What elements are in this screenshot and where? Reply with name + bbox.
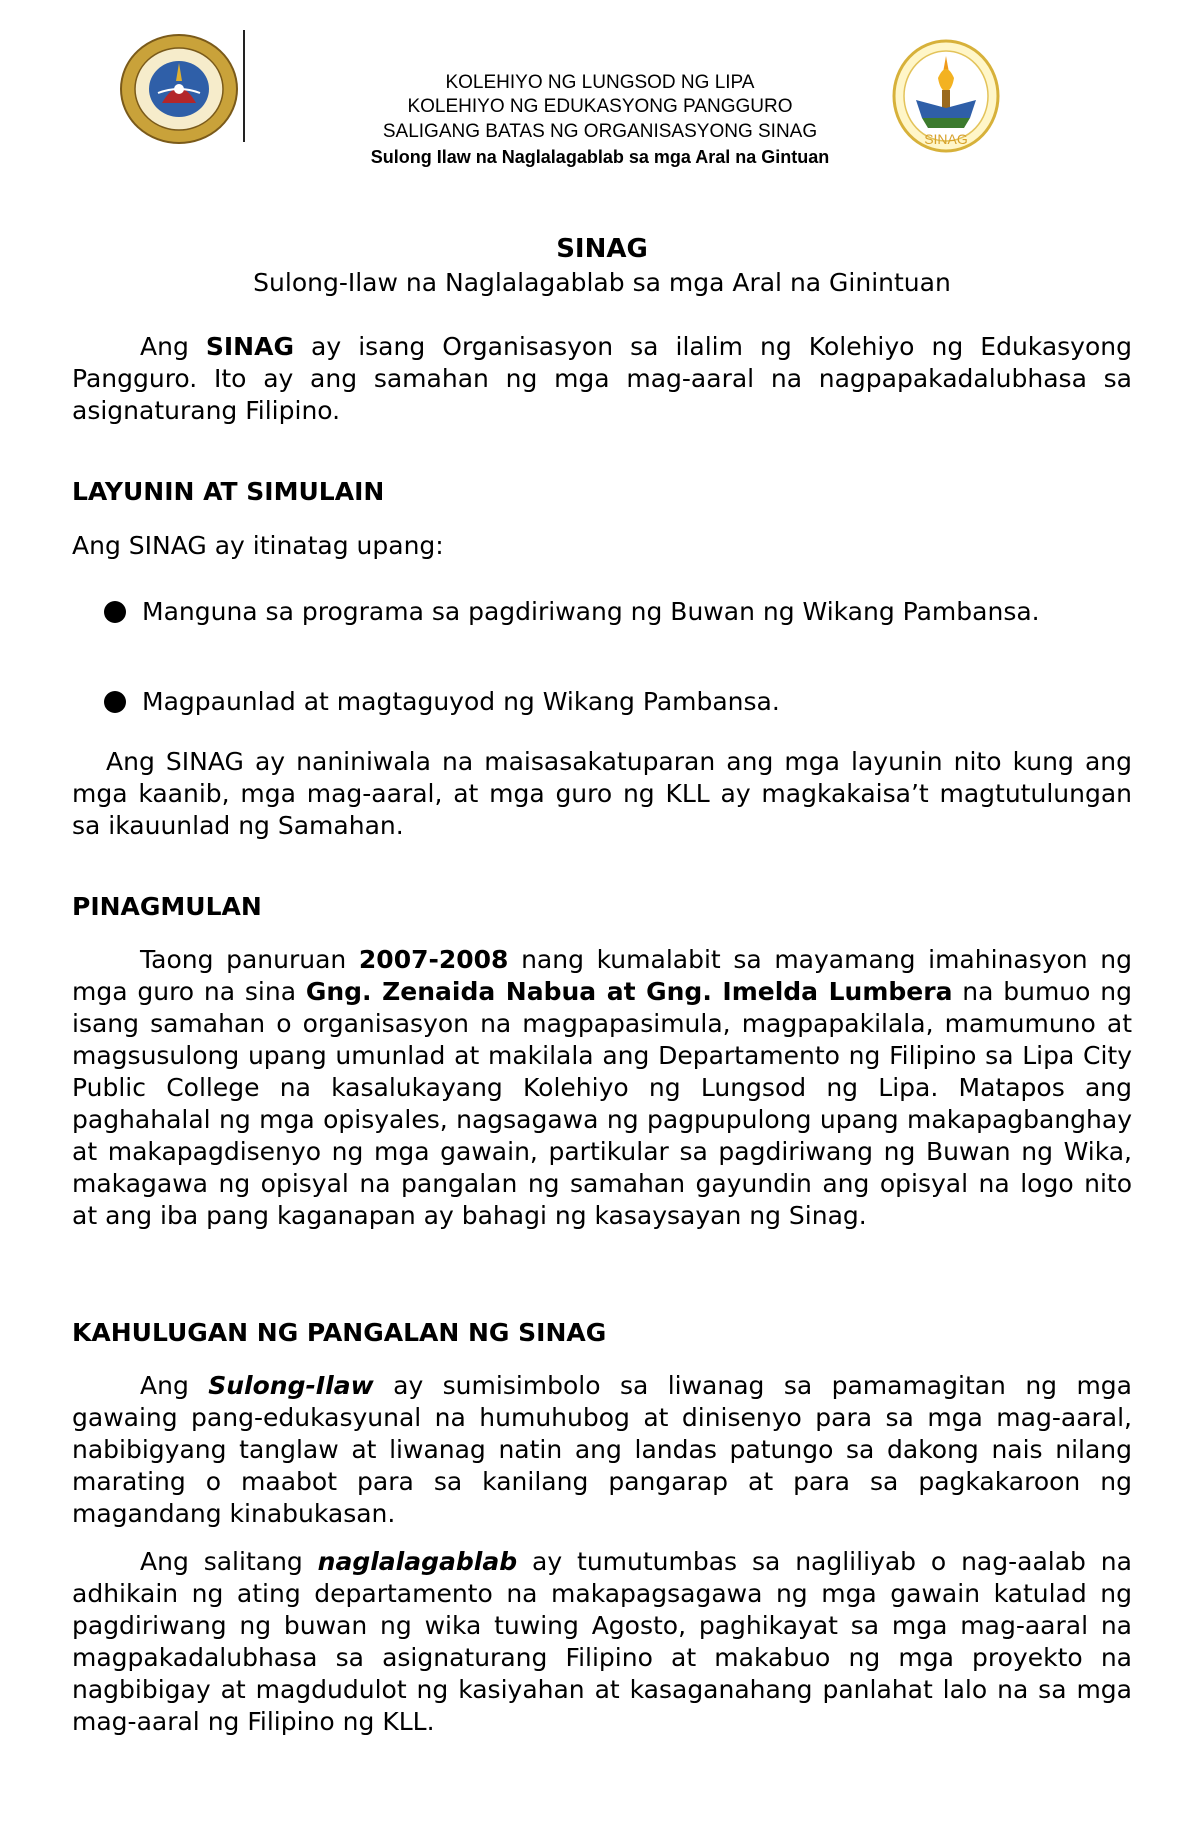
layunin-closing: Ang SINAG ay naniniwala na maisasakatuparan ang mga layunin nito kung ang mga kaanib, mga mag-aaral, at mga guro ng KLL ay magkakaisa’t magtutulungan sa ikauunlad ng Samahan. (72, 747, 1132, 840)
kahulugan-paragraph-1: Ang Sulong-Ilaw ay sumisimbolo sa liwanag sa pamamagitan ng mga gawaing pang-edukasyunal na humuhubog at dinisenyo para sa mga mag-aaral, nabibigyang tanglaw at liwanag natin ang landas patungo sa dakong nais nilang marating o maabot para sa kanilang pangarap at para sa pagkakaroon ng magandang kinabukasan. (72, 1371, 1132, 1528)
header-college: KOLEHIYO NG LUNGSOD NG LIPA (445, 72, 755, 93)
kahulugan-paragraph-2: Ang salitang naglalagablab ay tumutumbas sa nagliliyab o nag-aalab na adhikain ng ating departamento na makapagsagawa ng mga gawain katulad ng pagdiriwang ng buwan ng wika tuwing Agosto, paghikayat sa mga mag-aaral na magpakadalubhasa sa asignaturang Filipino at makabuo ng mga proyekto na nagbibigay at magdudulot ng kasiyahan at kasaganahang panlahat lalo na sa mga mag-aaral ng Filipino ng KLL. (72, 1547, 1132, 1736)
doc-title: SINAG (556, 234, 648, 264)
intro-paragraph: Ang SINAG ay isang Organisasyon sa ilalim ng Kolehiyo ng Edukasyong Pangguro. Ito ay ang samahan ng mga mag-aaral na nagpapakadalubhasa sa asignaturang Filipino. (72, 332, 1132, 425)
layunin-lead: Ang SINAG ay itinatag upang: (72, 531, 444, 560)
header-divider (243, 30, 245, 142)
bullet-dot (104, 691, 126, 713)
header-constitution: SALIGANG BATAS NG ORGANISASYONG SINAG (382, 121, 818, 142)
heading-layunin: LAYUNIN AT SIMULAIN (72, 477, 385, 506)
doc-subtitle: Sulong-Ilaw na Naglalagablab sa mga Aral na Ginintuan (253, 268, 951, 297)
list-item: Manguna sa programa sa pagdiriwang ng Buwan ng Wikang Pambansa. (142, 597, 1040, 626)
heading-kahulugan: KAHULUGAN NG PANGALAN NG SINAG (72, 1318, 607, 1347)
list-item: Magpaunlad at magtaguyod ng Wikang Pambansa. (142, 687, 780, 716)
bullet-dot (104, 601, 126, 623)
header-motto: Sulong Ilaw na Naglalagablab sa mga Aral na Gintuan (370, 147, 830, 167)
header-department: KOLEHIYO NG EDUKASYONG PANGGURO (407, 96, 793, 117)
pinagmulan-paragraph: Taong panuruan 2007-2008 nang kumalabit sa mayamang imahinasyon ng mga guro na sina Gng. Zenaida Nabua at Gng. Imelda Lumbera na bumuo ng isang samahan o organisasyon na magpapasimula, magpapakilala, mamumuno at magsusulong upang umunlad at makilala ang Departamento ng Filipino sa Lipa City Public College na kasalukayang Kolehiyo ng Lungsod ng Lipa. Matapos ang paghahalal ng mga opisyales, nagsagawa ng pagpupulong upang makapagbanghay at makapagdisenyo ng mga gawain, partikular sa pagdiriwang ng Buwan ng Wika, makagawa ng opisyal na pangalan ng samahan gayundin ang opisyal na logo nito at ang iba pang kaganapan ay bahagi ng kasaysayan ng Sinag. (72, 945, 1133, 1230)
heading-pinagmulan: PINAGMULAN (72, 892, 262, 921)
college-seal-icon (118, 33, 240, 145)
sinag-logo-text: SINAG (924, 131, 968, 147)
